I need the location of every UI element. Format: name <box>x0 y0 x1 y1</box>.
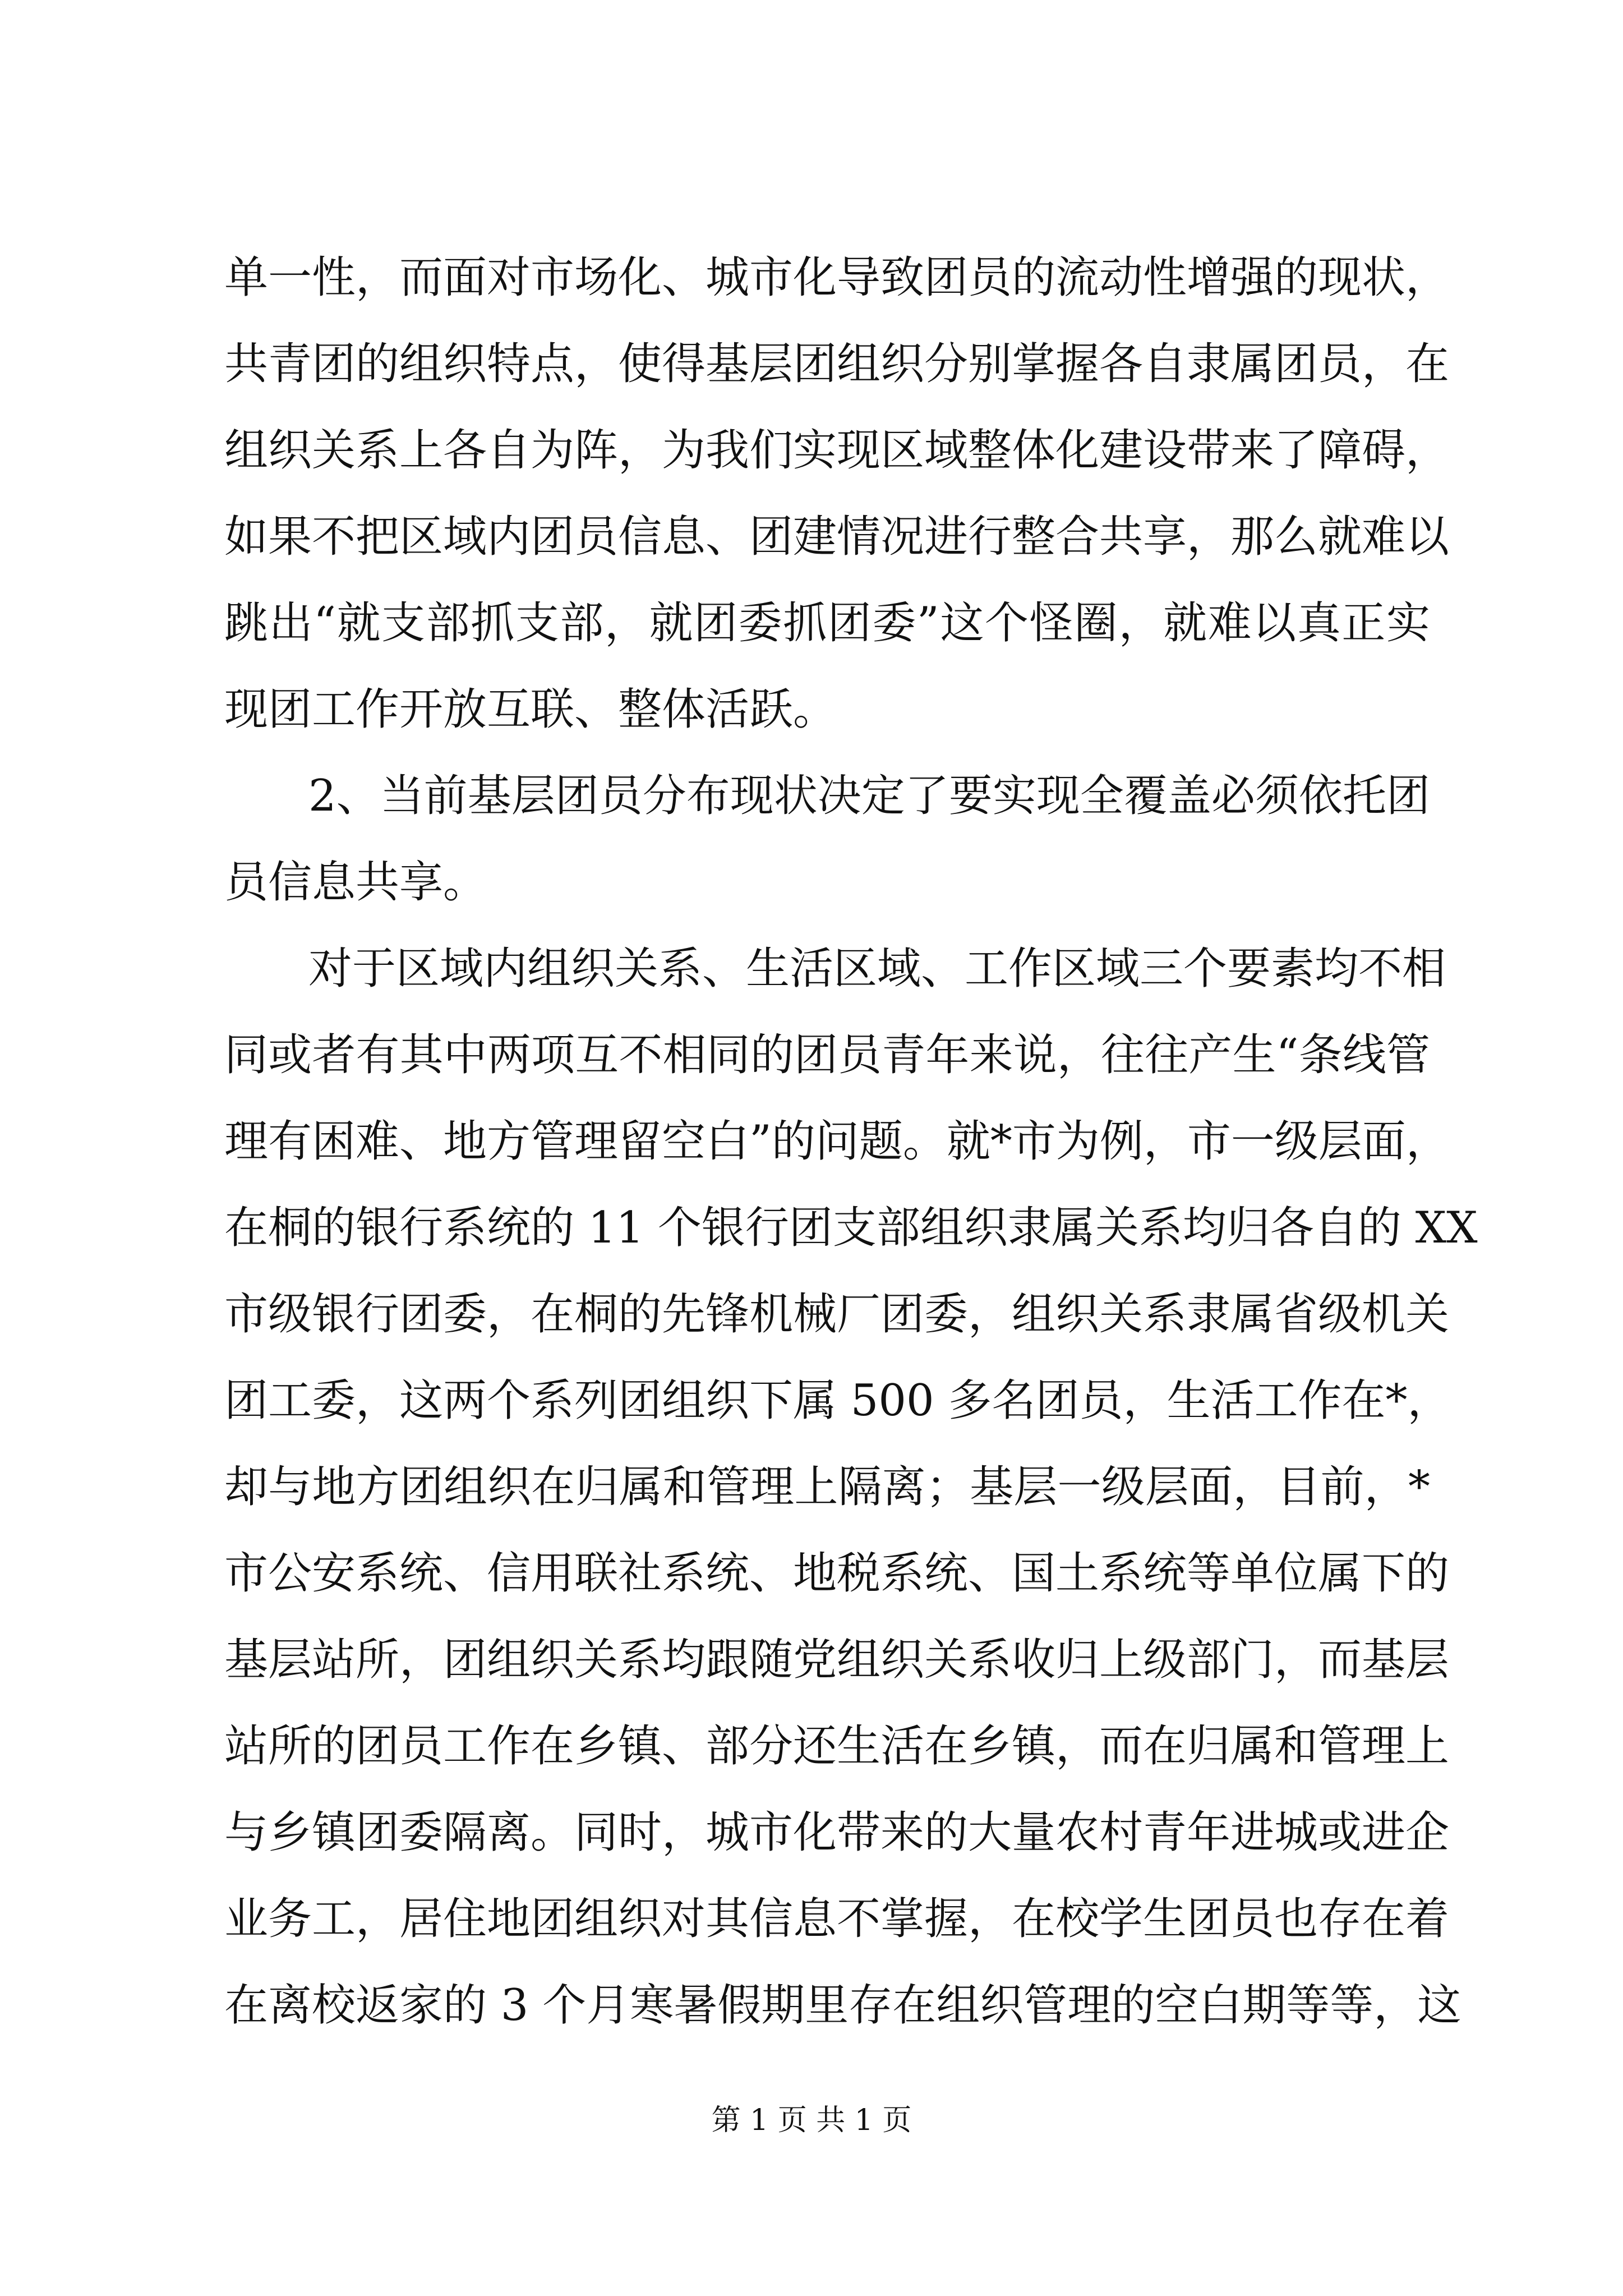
text-line: 却与地方团组织在归属和管理上隔离；基层一级层面，目前，* <box>224 1462 1430 1512</box>
text-line: 市公安系统、信用联社系统、地税系统、国土系统等单位属下的 <box>224 1548 1450 1599</box>
text-line: 基层站所，团组织关系均跟随党组织关系收归上级部门，而基层 <box>224 1635 1450 1685</box>
text-line: 跳出“就支部抓支部，就团委抓团委”这个怪圈，就难以真正实 <box>224 598 1430 648</box>
text-line: 站所的团员工作在乡镇、部分还生活在乡镇，而在归属和管理上 <box>224 1721 1450 1772</box>
text-line: 组织关系上各自为阵，为我们实现区域整体化建设带来了障碍， <box>224 425 1450 476</box>
text-line: 理有困难、地方管理留空白”的问题。就*市为例，市一级层面， <box>224 1116 1450 1167</box>
text-line: 单一性，而面对市场化、城市化导致团员的流动性增强的现状， <box>224 252 1450 303</box>
text-line: 共青团的组织特点，使得基层团组织分别掌握各自隶属团员，在 <box>224 339 1450 389</box>
text-line: 现团工作开放互联、整体活跃。 <box>224 684 837 735</box>
text-line: 在离校返家的 3 个月寒暑假期里存在组织管理的空白期等等，这 <box>224 1980 1461 2031</box>
section-heading-line: 2、当前基层团员分布现状决定了要实现全覆盖必须依托团 <box>308 771 1430 821</box>
text-line: 同或者有其中两项互不相同的团员青年来说，往往产生“条线管 <box>224 1030 1430 1080</box>
document-body <box>224 234 1478 2049</box>
text-line: 市级银行团委，在桐的先锋机械厂团委，组织关系隶属省级机关 <box>224 1289 1450 1340</box>
text-line: 与乡镇团委隔离。同时，城市化带来的大量农村青年进城或进企 <box>224 1807 1450 1858</box>
page-footer <box>0 2101 1623 2140</box>
text-line: 团工委，这两个系列团组织下属 500 多名团员，生活工作在*， <box>224 1375 1451 1426</box>
section-heading-line: 员信息共享。 <box>224 857 487 908</box>
page-number: 第 1 页 共 1 页 <box>711 2104 912 2137</box>
text-line: 对于区域内组织关系、生活区域、工作区域三个要素均不相 <box>308 944 1446 994</box>
text-line: 如果不把区域内团员信息、团建情况进行整合共享，那么就难以 <box>224 512 1450 562</box>
text-line: 业务工，居住地团组织对其信息不掌握，在校学生团员也存在着 <box>224 1894 1450 1944</box>
text-line: 在桐的银行系统的 11 个银行团支部组织隶属关系均归各自的 XX <box>224 1203 1478 1253</box>
